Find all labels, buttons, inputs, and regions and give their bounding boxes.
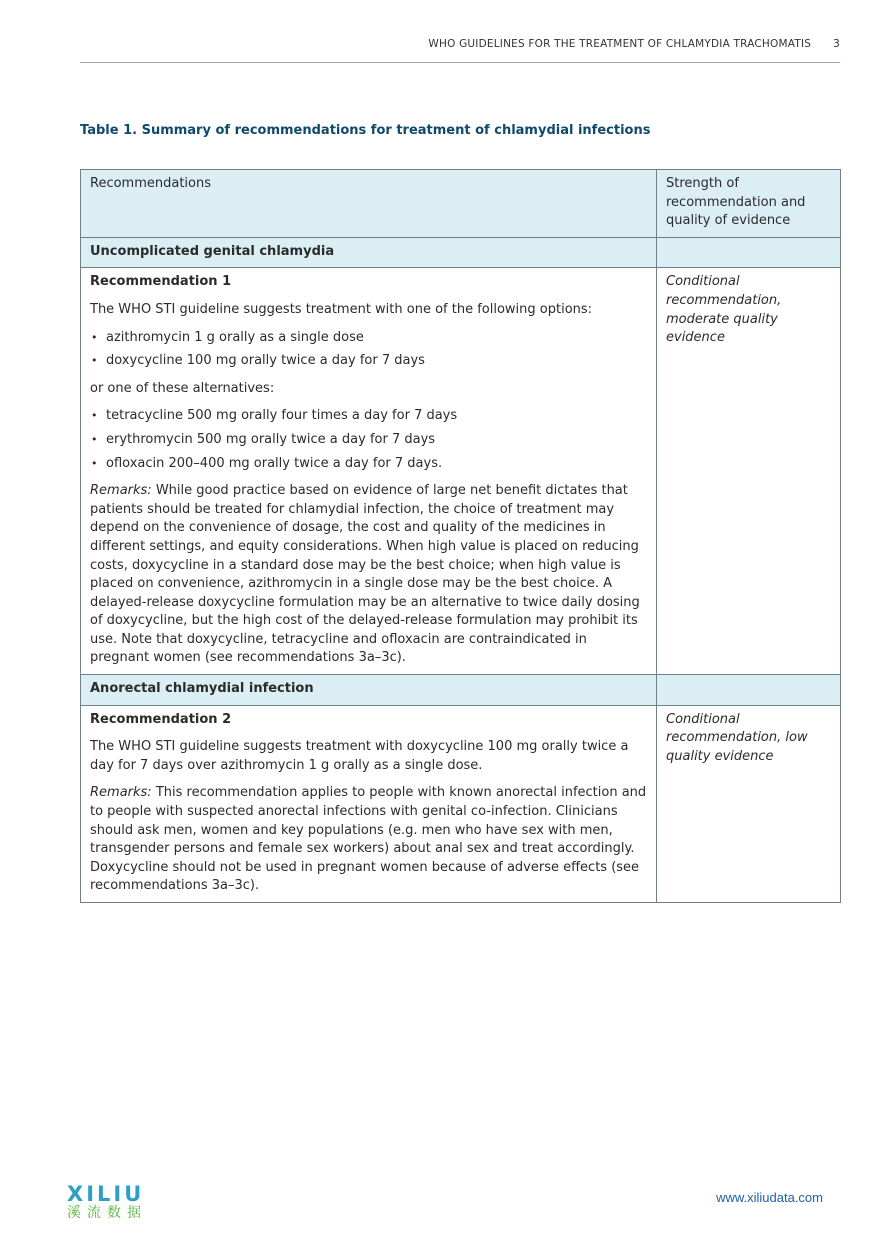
table-title: Table 1. Summary of recommendations for treatment of chlamydial infections	[80, 123, 651, 138]
remarks-text: This recommendation applies to people with known anorectal infection and to people with suspected anorectal infections with genital co-infection. Clinicians should ask men, women and key populations (e.g. men who have sex with men, transgender persons and female sex workers) about anal sex and treat accordingly. Doxycycline should not be used in pregnant women because of adverse effects (see recommendations 3a–3c).	[90, 785, 647, 894]
header-divider	[80, 62, 840, 63]
running-header	[80, 38, 840, 50]
logo-chinese-text: 溪流数据	[67, 1205, 147, 1221]
recommendations-table	[80, 169, 841, 903]
recommendation-cell	[81, 268, 657, 675]
section-heading: Anorectal chlamydial infection	[81, 675, 657, 706]
remarks-label: Remarks:	[90, 483, 152, 499]
column-header-recommendations: Recommendations	[81, 170, 657, 238]
remarks-text: While good practice based on evidence of large net benefit dictates that patients should be treated for chlamydial infection, the choice of treatment may depend on the convenience of dosage, the cost and quality of the medicines in different settings, and equity considerations. When high value is placed on reducing costs, doxycycline in a standard dose may be the best choice; when high value is placed on convenience, azithromycin in a single dose may be the best choice. A delayed-release doxycycline formulation may be an alternative to twice daily dosing of doxycycline, but the high cost of the delayed-release formulation may prohibit its use. Note that doxycycline, tetracycline and ofloxacin are contraindicated in pregnant women (see recommendations 3a–3c).	[90, 483, 640, 666]
recommendation-title: Recommendation 2	[90, 711, 232, 727]
remarks-paragraph	[90, 482, 647, 668]
remarks-label: Remarks:	[90, 785, 152, 801]
recommendation-row-2	[81, 705, 841, 902]
list-item: • erythromycin 500 mg orally twice a day for 7 days	[90, 431, 647, 450]
page-number: 3	[833, 38, 840, 50]
remarks-paragraph	[90, 784, 647, 896]
running-title: WHO GUIDELINES FOR THE TREATMENT OF CHLAMYDIA TRACHOMATIS	[428, 38, 812, 50]
list-item: • ofloxacin 200–400 mg orally twice a day for 7 days.	[90, 455, 647, 474]
section-empty-cell	[657, 237, 841, 268]
section-row-anorectal	[81, 675, 841, 706]
column-header-strength: Strength of recommendation and quality of evidence	[657, 170, 841, 238]
section-heading: Uncomplicated genital chlamydia	[81, 237, 657, 268]
recommendation-title: Recommendation 1	[90, 274, 232, 290]
table-header-row	[81, 170, 841, 238]
recommendation-row-1	[81, 268, 841, 675]
list-item: • tetracycline 500 mg orally four times a day for 7 days	[90, 407, 647, 426]
alternatives-intro: or one of these alternatives:	[90, 380, 275, 396]
strength-of-evidence: Conditional recommendation, low quality evidence	[657, 705, 841, 902]
recommendation-cell	[81, 705, 657, 902]
recommendation-intro: The WHO STI guideline suggests treatment with doxycycline 100 mg orally twice a day for 7 days over azithromycin 1 g orally as a single dose.	[90, 739, 629, 773]
strength-of-evidence: Conditional recommendation, moderate quality evidence	[657, 268, 841, 675]
footer-url-link[interactable]: www.xiliudata.com	[716, 1190, 823, 1205]
list-item: • doxycycline 100 mg orally twice a day for 7 days	[90, 352, 647, 371]
section-empty-cell	[657, 675, 841, 706]
alternatives-list	[90, 407, 647, 473]
logo-wordmark: XILIU	[67, 1182, 145, 1206]
options-list	[90, 329, 647, 371]
list-item: • azithromycin 1 g orally as a single dose	[90, 329, 647, 348]
recommendation-intro: The WHO STI guideline suggests treatment with one of the following options:	[90, 301, 593, 317]
section-row-genital	[81, 237, 841, 268]
xiliu-logo	[67, 1184, 147, 1222]
